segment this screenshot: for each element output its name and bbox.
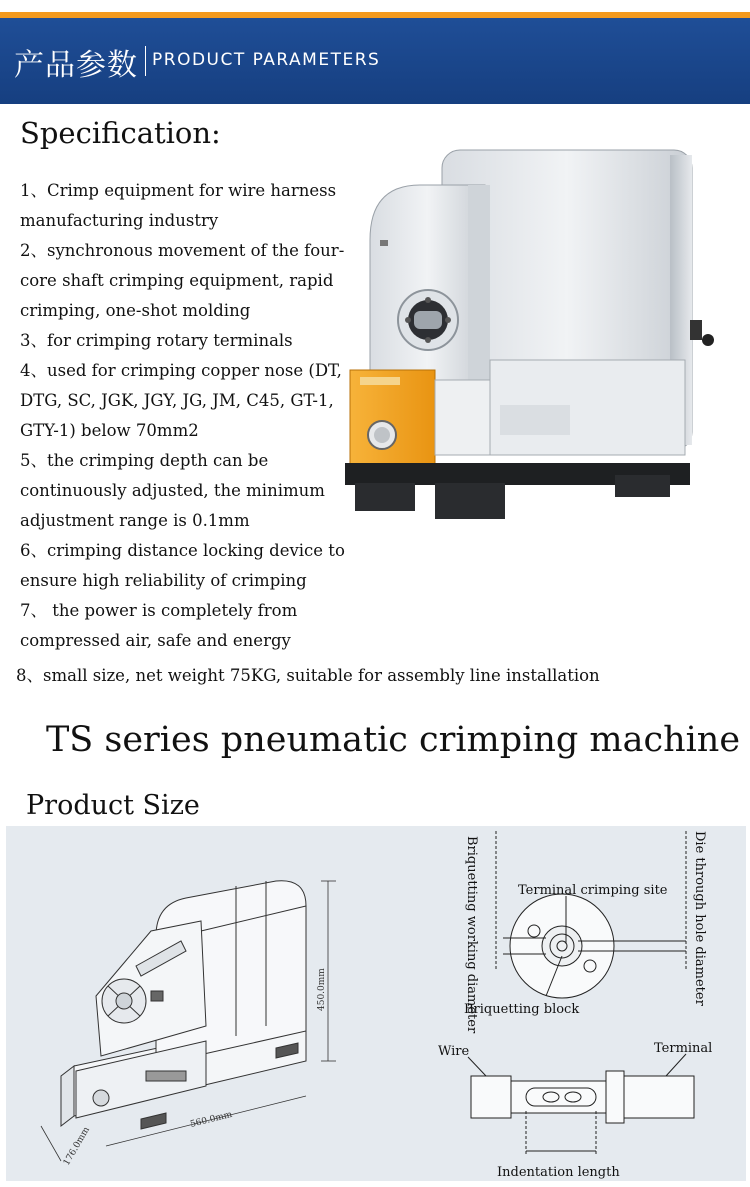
spec-item: 3、for crimping rotary terminals bbox=[20, 331, 293, 350]
label-indentation: Indentation length bbox=[497, 1165, 620, 1180]
spec-item: 7、 the power is completely from compressed air, safe and energy bbox=[20, 601, 298, 650]
machine-photo bbox=[340, 145, 740, 525]
label-briquetting-diameter: Briquetting working diameter bbox=[464, 836, 479, 1034]
product-size-diagram bbox=[6, 826, 746, 1181]
label-wire: Wire bbox=[438, 1044, 470, 1059]
spec-item: 6、crimping distance locking device to ensure high reliability of crimping bbox=[20, 541, 345, 590]
label-terminal: Terminal bbox=[654, 1041, 713, 1056]
specification-list bbox=[20, 176, 350, 656]
banner-cn-title: 产品参数 bbox=[14, 48, 138, 83]
dim-width: 176.0mm bbox=[61, 1125, 93, 1168]
banner-divider bbox=[145, 46, 146, 76]
dim-length: 560.0mm bbox=[189, 1109, 234, 1130]
section-banner bbox=[0, 18, 750, 104]
label-die-diameter: Die through hole diameter bbox=[692, 831, 707, 1006]
spec-item: 5、the crimping depth can be continuously adjusted, the minimum adjustment range is 0.1mm bbox=[20, 451, 325, 530]
spec-item-8: 8、small size, net weight 75KG, suitable for assembly line installation bbox=[16, 666, 600, 685]
spec-item: 4、used for crimping copper nose (DT, DTG, SC, JGK, JGY, JG, JM, C45, GT-1, GTY-1) below 70mm2 bbox=[20, 361, 342, 440]
spec-item: 1、Crimp equipment for wire harness manufacturing industry bbox=[20, 181, 337, 230]
spec-item: 2、synchronous movement of the four-core shaft crimping equipment, rapid crimping, one-shot molding bbox=[20, 241, 345, 320]
label-briquetting-block: Briquetting block bbox=[464, 1002, 580, 1017]
label-terminal-site: Terminal crimping site bbox=[518, 883, 668, 898]
dim-height: 450.0mm bbox=[317, 968, 327, 1011]
product-size-heading: Product Size bbox=[26, 790, 200, 821]
product-title: TS series pneumatic crimping machine bbox=[45, 720, 741, 760]
terminal-diagram bbox=[468, 1054, 694, 1156]
machine-drawing bbox=[61, 881, 306, 1129]
die-cross-section bbox=[496, 831, 686, 998]
specification-heading: Specification: bbox=[20, 116, 221, 150]
banner-en-title: PRODUCT PARAMETERS bbox=[152, 50, 381, 70]
